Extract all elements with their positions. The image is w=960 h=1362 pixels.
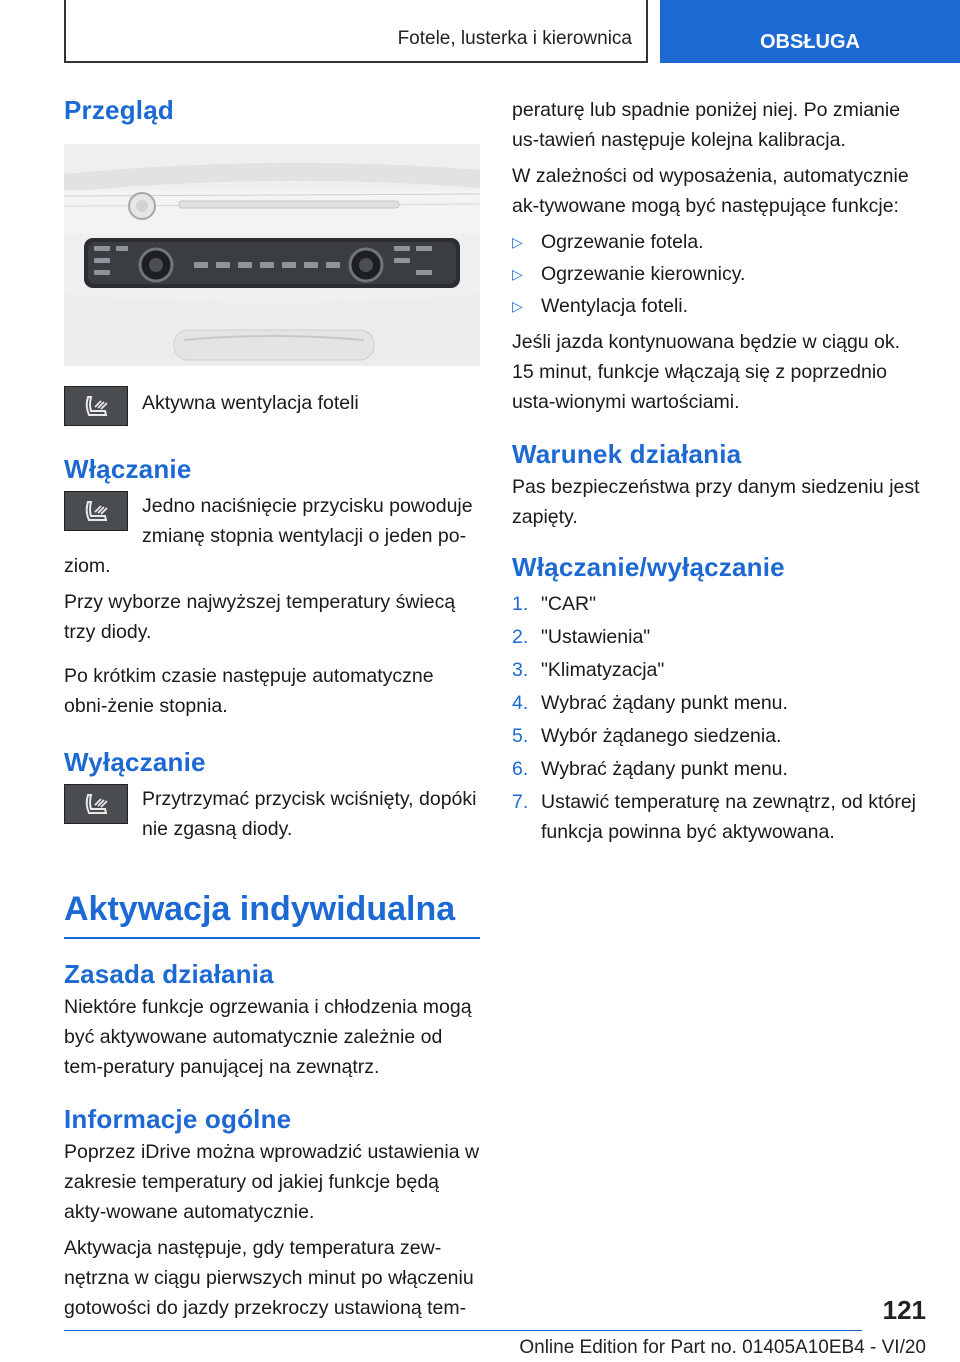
onoff-heading: Włączanie/wyłączanie	[512, 552, 785, 582]
step-item	[512, 688, 926, 718]
seat-ventilation-icon	[64, 784, 128, 824]
step-text: Wybrać żądany punkt menu.	[541, 692, 788, 714]
list-item	[512, 227, 926, 257]
step-item	[512, 787, 926, 847]
step-number: 2.	[512, 626, 529, 648]
triangle-right-icon: ▷	[512, 298, 523, 314]
step-text: "CAR"	[541, 593, 597, 615]
header-tab-label: OBSŁUGA	[760, 31, 860, 53]
left-column	[64, 95, 480, 1323]
functions-list	[512, 227, 926, 321]
condition-heading: Warunek działania	[512, 439, 742, 469]
general-text-2: Aktywacja następuje, gdy temperatura zew-nętrzna w ciągu pierwszych minut po włączeniu gotowości do jazdy przekroczy ustawioną tem-	[64, 1237, 474, 1319]
header-frame	[64, 0, 648, 63]
switch-on-text-3: Po krótkim czasie następuje automatyczne obni-żenie stopnia.	[64, 665, 434, 717]
step-item	[512, 589, 926, 619]
switch-on-heading: Włączanie	[64, 454, 192, 484]
step-number: 7.	[512, 791, 529, 813]
condition-text: Pas bezpieczeństwa przy danym siedzeniu jest zapięty.	[512, 476, 920, 528]
photo-caption: Aktywna wentylacja foteli	[142, 392, 359, 414]
principle-heading: Zasada działania	[64, 959, 274, 989]
seat-ventilation-icon	[64, 491, 128, 531]
list-item	[512, 291, 926, 321]
switch-on-text-2: Przy wyborze najwyższej temperatury świecą trzy diody.	[64, 591, 456, 643]
step-item	[512, 754, 926, 784]
header-tab[interactable]	[660, 0, 960, 63]
list-item-text: Ogrzewanie kierownicy.	[541, 263, 746, 285]
step-number: 1.	[512, 593, 529, 615]
list-item-text: Wentylacja foteli.	[541, 295, 689, 317]
continued-text: peraturę lub spadnie poniżej niej. Po zmianie us-tawień następuje kolejna kalibracja.	[512, 99, 901, 151]
step-number: 5.	[512, 725, 529, 747]
section-rule	[64, 937, 480, 939]
general-heading: Informacje ogólne	[64, 1104, 292, 1134]
footer-edition: Online Edition for Part no. 01405A10EB4 - VI/20	[519, 1337, 926, 1358]
footer-rule	[64, 1330, 862, 1331]
seat-glyph	[79, 393, 113, 419]
principle-text: Niektóre funkcje ogrzewania i chłodzenia mogą być aktywowane automatycznie zależnie od tem-peratury panującej na zewnątrz.	[64, 996, 472, 1078]
triangle-right-icon: ▷	[512, 266, 523, 282]
list-item	[512, 259, 926, 289]
climate-panel-illustration	[64, 144, 480, 366]
switch-on-text-end: ziom.	[64, 555, 111, 577]
switch-off-row	[64, 784, 480, 844]
switch-off-heading: Wyłączanie	[64, 747, 206, 777]
step-number: 3.	[512, 659, 529, 681]
page-number: 121	[882, 1295, 926, 1325]
climate-panel-photo	[64, 144, 480, 366]
seat-ventilation-icon	[64, 386, 128, 426]
seat-glyph	[79, 791, 113, 817]
overview-heading: Przegląd	[64, 95, 174, 125]
step-text: "Ustawienia"	[541, 626, 651, 648]
header-section-title: Fotele, lusterka i kierownica	[397, 28, 632, 49]
caption-row	[64, 386, 480, 426]
seat-glyph	[79, 498, 113, 524]
switch-off-text: Przytrzymać przycisk wciśnięty, dopóki nie zgasną diody.	[142, 788, 477, 840]
step-item	[512, 655, 926, 685]
step-text: Ustawić temperaturę na zewnątrz, od której funkcja powinna być aktywowana.	[541, 791, 916, 843]
general-text-1: Poprzez iDrive można wprowadzić ustawienia w zakresie temperatury od jakiej funkcje będą akty-wowane automatycznie.	[64, 1141, 480, 1223]
triangle-right-icon: ▷	[512, 234, 523, 250]
steps-list	[512, 589, 926, 847]
step-text: "Klimatyzacja"	[541, 659, 665, 681]
step-text: Wybrać żądany punkt menu.	[541, 758, 788, 780]
switch-on-row	[64, 491, 480, 551]
right-column	[512, 95, 926, 847]
section-heading: Aktywacja indywidualna	[64, 890, 456, 928]
step-item	[512, 622, 926, 652]
step-number: 6.	[512, 758, 529, 780]
equipment-text: W zależności od wyposażenia, automatycznie ak-tywowane mogą być następujące funkcje:	[512, 165, 909, 217]
continue-driving-text: Jeśli jazda kontynuowana będzie w ciągu ok. 15 minut, funkcje włączają się z poprzednio usta-wionymi wartościami.	[512, 331, 901, 413]
switch-on-text: Jedno naciśnięcie przycisku powoduje zmianę stopnia wentylacji o jeden po-	[142, 495, 473, 547]
list-item-text: Ogrzewanie fotela.	[541, 231, 704, 253]
step-number: 4.	[512, 692, 529, 714]
step-item	[512, 721, 926, 751]
step-text: Wybór żądanego siedzenia.	[541, 725, 782, 747]
